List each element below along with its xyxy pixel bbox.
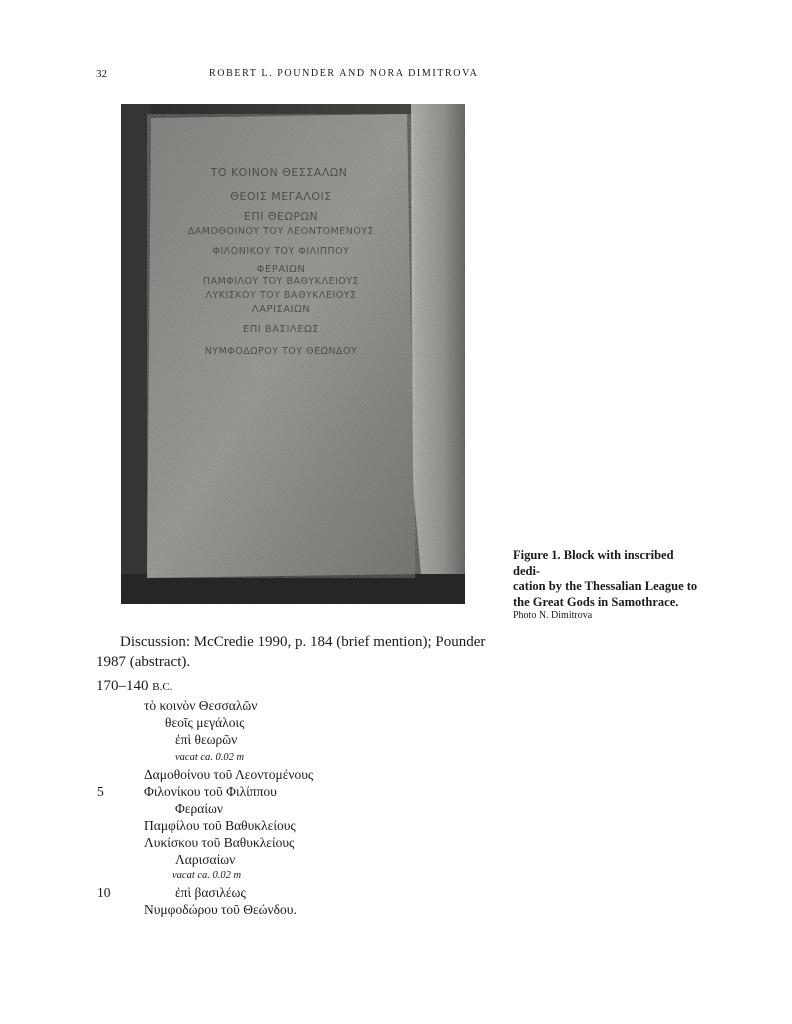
date-line <box>96 678 172 695</box>
date-era: B.C. <box>152 681 173 693</box>
inscription-line: Νυμφοδώρου τοῦ Θεώνδου. <box>144 902 297 917</box>
inscription-line: Φιλονίκου τοῦ Φιλίππου <box>144 784 277 799</box>
figure-caption <box>513 548 703 622</box>
carved-inscription-line: ΘΕΟΙΣ ΜΕΓΑΛΟΙΣ <box>230 190 332 203</box>
carved-inscription-line: ΔΑΜΟΘΟΙΝΟΥ ΤΟΥ ΛΕΟΝΤΟΜΕΝΟΥΣ <box>187 226 375 237</box>
page-number: 32 <box>96 68 107 80</box>
carved-inscription-line: ΦΕΡΑΙΩΝ <box>256 264 306 275</box>
inscribed-block-photo <box>121 104 465 604</box>
carved-inscription-line: ΤΟ ΚΟΙΝΟΝ ΘΕΣΣΑΛΩΝ <box>210 166 348 179</box>
caption-title-line: the Great Gods in Samothrace. <box>513 594 679 609</box>
caption-title-line: Figure 1. Block with inscribed dedi- <box>513 548 674 578</box>
inscription-line: τὸ κοινὸν Θεσσαλῶν <box>144 698 258 713</box>
inscription-line: Παμφίλου τοῦ Βαθυκλείους <box>144 818 296 833</box>
carved-inscription-line: ΠΑΜΦΙΛΟΥ ΤΟΥ ΒΑΘΥΚΛΕΙΟΥΣ <box>202 276 360 287</box>
discussion-paragraph: Discussion: McCredie 1990, p. 184 (brief mention); Pounder 1987 (abstract). <box>96 634 486 670</box>
inscription-line: Λυκίσκου τοῦ Βαθυκλείους <box>144 835 295 850</box>
caption-title-line: cation by the Thessalian League to <box>513 579 698 593</box>
inscription-line: θεοῖς μεγάλοις <box>165 715 245 730</box>
photo-credit: Photo N. Dimitrova <box>513 610 593 621</box>
date-range: 170–140 <box>96 678 153 694</box>
inscription-line: Λαρισαίων <box>175 852 236 867</box>
carved-inscription-line: ΕΠΙ ΒΑΣΙΛΕΩΣ <box>242 324 320 335</box>
line-number: 5 <box>97 784 104 799</box>
carved-inscription-line: ΛΥΚΙΣΚΟΥ ΤΟΥ ΒΑΘΥΚΛΕΙΟΥΣ <box>205 290 357 301</box>
vacat-note: vacat ca. 0.02 m <box>175 752 245 763</box>
carved-inscription-line: ΕΠΙ ΘΕΩΡΩΝ <box>243 210 319 223</box>
carved-inscription-line: ΛΑΡΙΣΑΙΩΝ <box>251 304 311 315</box>
carved-inscription-line: ΝΥΜΦΟΔΩΡΟΥ ΤΟΥ ΘΕΩΝΔΟΥ <box>204 346 358 357</box>
line-number: 10 <box>97 885 111 900</box>
carved-inscription-line: ΦΙΛΟΝΙΚΟΥ ΤΟΥ ΦΙΛΙΠΠΟΥ <box>212 246 350 257</box>
inscription-line: ἐπὶ βασιλέως <box>175 885 246 900</box>
inscription-line: Φεραίων <box>175 801 223 816</box>
running-head: ROBERT L. POUNDER AND NORA DIMITROVA <box>209 68 479 79</box>
inscription-line: ἐπὶ θεωρῶν <box>175 732 238 747</box>
inscription-line: Δαμοθοίνου τοῦ Λεοντομένους <box>144 767 314 782</box>
vacat-note: vacat ca. 0.02 m <box>172 870 242 881</box>
